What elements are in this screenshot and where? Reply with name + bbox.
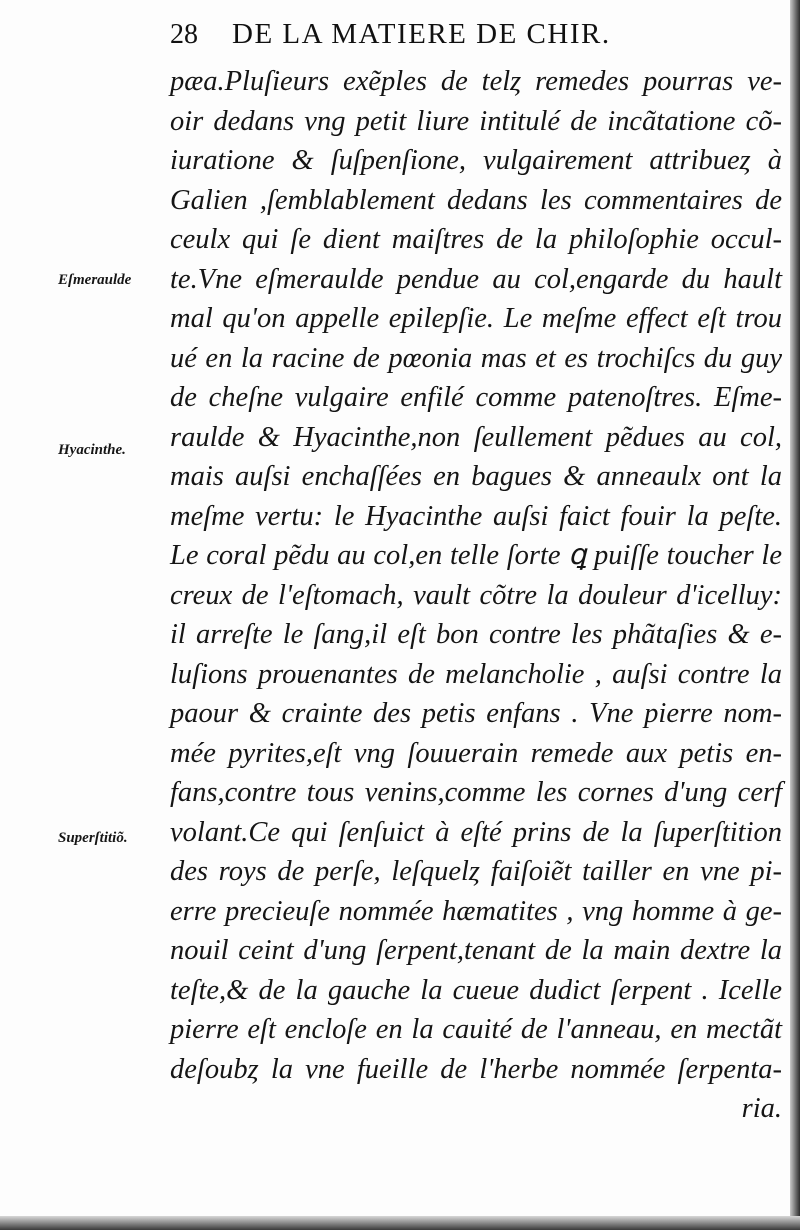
text-line: pæa.Pluſieurs exẽples de telȥ remedes pourras ve-	[170, 66, 782, 97]
text-line: te.Vne eſmeraulde pendue au col,engarde du hault	[170, 263, 782, 295]
marginal-note-esmeraulde: Eſmeraulde	[58, 272, 132, 288]
text-line: ria.	[741, 1093, 782, 1124]
text-line: mal qu'on appelle epilepſie. Le meſme effect eſt trou	[170, 303, 782, 334]
text-line: creux de l'eſtomach, vault cõtre la douleur d'icelluy:	[170, 579, 782, 611]
text-line: de cheſne vulgaire enfilé comme patenoſtres. Eſme-	[170, 382, 782, 413]
text-line: nouil ceint d'ung ſerpent,tenant de la main dextre la	[170, 935, 782, 966]
text-line: luſions prouenantes de melancholie , auſsi contre la	[170, 658, 782, 690]
text-line: Le coral pẽdu au col,en telle ſorte ꝗ puiſſe toucher le	[170, 540, 782, 571]
text-line: mée pyrites,eſt vng ſouuerain remede aux petis en-	[170, 737, 782, 769]
text-line: oir dedans vng petit liure intitulé de incãtatione cõ-	[170, 105, 782, 137]
text-line: iuratione & ſuſpenſione, vulgairement attribueȥ à	[170, 145, 782, 176]
running-title: DE LA MATIERE DE CHIR.	[232, 18, 611, 50]
text-line: teſte,& de la gauche la cueue dudict ſerpent . Icelle	[170, 974, 782, 1006]
text-line: pierre eſt encloſe en la cauité de l'anneau, en mectãt	[170, 1014, 782, 1045]
page-header	[170, 18, 770, 51]
marginal-note-superstition: Superſtitiõ.	[58, 830, 128, 846]
text-line: volant.Ce qui ſenſuict à eſté prins de la ſuperſtition	[170, 816, 782, 848]
scan-edge-bottom	[0, 1216, 800, 1230]
text-line: deſoubȥ la vne fueille de l'herbe nommée ſerpenta-	[170, 1053, 782, 1085]
text-line: Galien ,ſemblablement dedans les commentaires de	[170, 184, 782, 216]
text-line: des roys de perſe, leſquelȥ faiſoiẽt tailler en vne pi-	[170, 856, 782, 887]
text-line: raulde & Hyacinthe,non ſeullement pẽdues au col,	[170, 421, 782, 453]
text-line: paour & crainte des petis enfans . Vne pierre nom-	[170, 698, 782, 729]
text-line: ceulx qui ſe dient maiſtres de la philoſophie occul-	[170, 224, 782, 255]
page-number: 28	[170, 19, 198, 50]
marginal-note-hyacinthe: Hyacinthe.	[58, 442, 126, 458]
text-line: mais auſsi enchaſſées en bagues & anneaulx ont la	[170, 461, 782, 492]
text-line: il arreſte le ſang,il eſt bon contre les phãtaſies & e-	[170, 619, 782, 650]
text-line: ué en la racine de pœonia mas et es trochiſcs du guy	[170, 342, 782, 374]
body-text	[170, 62, 782, 1129]
text-line: fans,contre tous venins,comme les cornes d'ung cerf	[170, 777, 782, 808]
text-line: meſme vertu: le Hyacinthe auſsi faict fouir la peſte.	[170, 500, 782, 532]
text-line: erre precieuſe nommée hæmatites , vng homme à ge-	[170, 895, 782, 927]
scan-edge-right	[790, 0, 800, 1230]
